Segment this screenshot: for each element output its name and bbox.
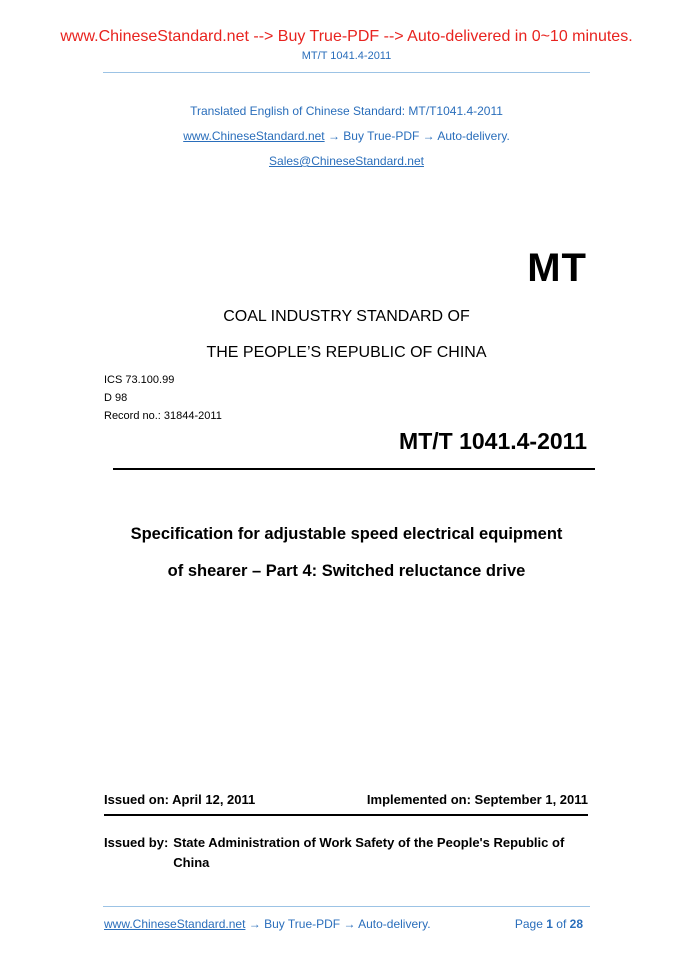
page-indicator bbox=[515, 917, 583, 931]
page-total: 28 bbox=[569, 917, 583, 931]
footer-purchase-line bbox=[104, 917, 431, 931]
ics-code: ICS 73.100.99 bbox=[104, 374, 175, 386]
header-standard-code: MT/T 1041.4-2011 bbox=[301, 50, 392, 62]
footer-divider bbox=[103, 906, 590, 907]
purchase-text: → Buy True-PDF → Auto-delivery. bbox=[324, 129, 510, 143]
dates-row bbox=[104, 792, 588, 807]
translation-purchase-line bbox=[0, 129, 693, 143]
standard-title-line1: COAL INDUSTRY STANDARD OF bbox=[223, 308, 470, 325]
of-word: of bbox=[556, 917, 567, 931]
top-banner[interactable]: www.ChineseStandard.net --> Buy True-PDF --> Auto-delivered in 0~10 minutes. bbox=[60, 28, 633, 45]
issued-date: Issued on: April 12, 2011 bbox=[104, 792, 256, 807]
footer-purchase-text: → Buy True-PDF → Auto-delivery. bbox=[245, 917, 431, 931]
header-divider bbox=[103, 72, 590, 73]
implemented-date: Implemented on: September 1, 2011 bbox=[366, 792, 588, 807]
standard-number-rule bbox=[113, 468, 595, 470]
issued-by-row bbox=[104, 833, 588, 873]
page-word: Page bbox=[514, 917, 543, 931]
footer-website-link[interactable]: www.ChineseStandard.net bbox=[104, 917, 246, 931]
dates-rule bbox=[104, 814, 588, 816]
classification-code: D 98 bbox=[104, 392, 128, 404]
spec-title-line1: Specification for adjustable speed electrical equipment bbox=[130, 525, 563, 543]
sales-email-link[interactable]: Sales@ChineseStandard.net bbox=[269, 154, 424, 168]
page-number: 1 bbox=[546, 917, 553, 931]
mt-logo: MT bbox=[527, 246, 587, 290]
standard-number: MT/T 1041.4-2011 bbox=[399, 428, 587, 454]
spec-title-line2: of shearer – Part 4: Switched reluctance drive bbox=[167, 562, 526, 580]
standard-title-line2: THE PEOPLE’S REPUBLIC OF CHINA bbox=[206, 344, 487, 361]
record-number: Record no.: 31844-2011 bbox=[104, 410, 222, 422]
website-link[interactable]: www.ChineseStandard.net bbox=[183, 129, 325, 143]
email-line bbox=[0, 154, 693, 168]
issued-by-value: State Administration of Work Safety of the People's Republic of China bbox=[173, 835, 565, 870]
issued-by-label: Issued by: bbox=[104, 835, 169, 850]
translation-notice: Translated English of Chinese Standard: MT/T1041.4-2011 bbox=[190, 104, 503, 118]
